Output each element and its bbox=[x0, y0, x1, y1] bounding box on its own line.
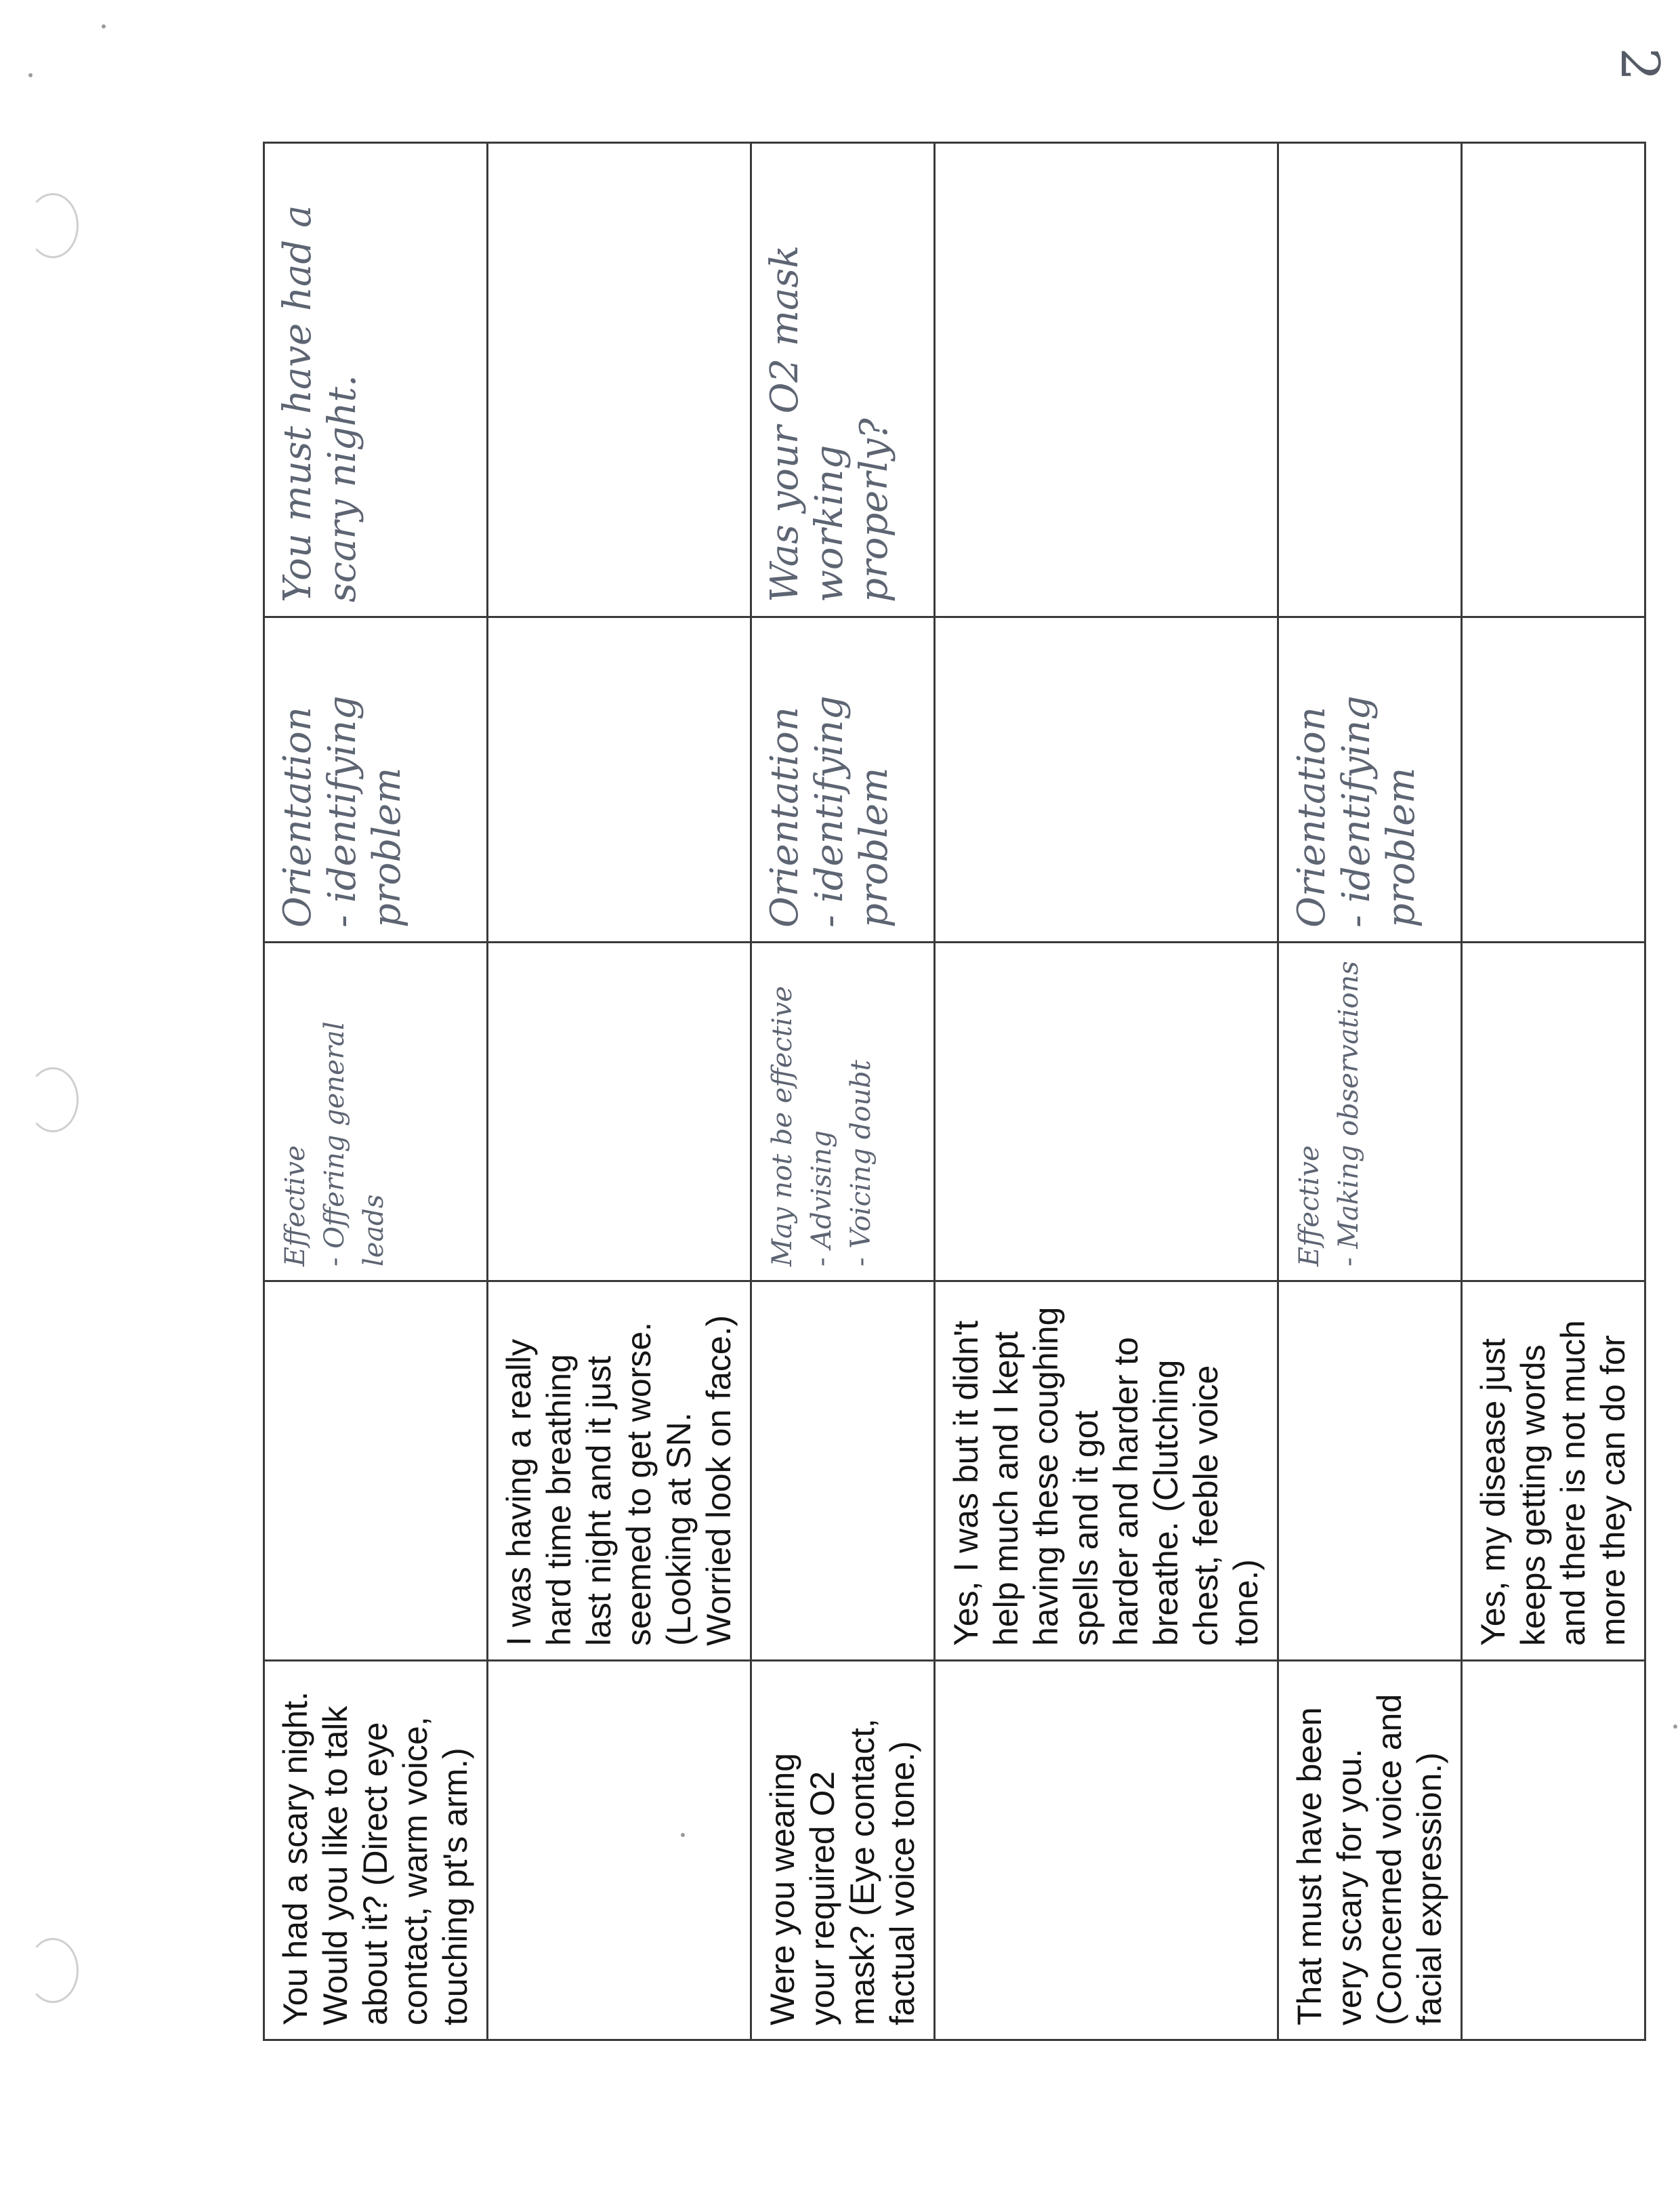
table-row bbox=[1278, 143, 1462, 2040]
nurse-statement-cell bbox=[1462, 1661, 1645, 2040]
alternative-response-cell bbox=[488, 143, 751, 617]
technique-note: May not be effective - Advising - Voicing doubt bbox=[767, 986, 877, 1266]
table-row bbox=[935, 143, 1278, 2040]
process-recording-table-area bbox=[263, 144, 1632, 2041]
technique-note: Effective - Offering general leads bbox=[280, 1021, 390, 1266]
nurse-statement-cell bbox=[264, 1661, 488, 2040]
page-number: 2 bbox=[1609, 47, 1670, 81]
phase-cell bbox=[264, 617, 488, 943]
technique-cell bbox=[264, 943, 488, 1281]
alternative-response-note: Was your O2 mask working properly? bbox=[763, 245, 896, 602]
alternative-response-cell bbox=[264, 143, 488, 617]
phase-cell bbox=[1462, 617, 1645, 943]
table-row bbox=[751, 143, 935, 2040]
nurse-statement: That must have been very scary for you. (Concerned voice and facial expression.) bbox=[1290, 1693, 1448, 2025]
phase-cell bbox=[751, 617, 935, 943]
patient-reply-cell bbox=[751, 1281, 935, 1661]
phase-cell bbox=[1278, 617, 1462, 943]
technique-cell bbox=[488, 943, 751, 1281]
nurse-statement: You had a scary night. Would you like to talk about it? (Direct eye contact, warm voice, touching pt's arm.) bbox=[276, 1691, 474, 2025]
phase-note: Orientation - identifying problem bbox=[763, 695, 896, 928]
technique-cell bbox=[935, 943, 1278, 1281]
alternative-response-note: You must have had a scary night. bbox=[276, 205, 364, 602]
technique-cell bbox=[751, 943, 935, 1281]
punch-hole-mark bbox=[27, 1067, 79, 1132]
patient-reply-cell bbox=[1278, 1281, 1462, 1661]
table-row bbox=[1462, 143, 1645, 2040]
table-row bbox=[264, 143, 488, 2040]
table-row bbox=[488, 143, 751, 2040]
patient-reply-cell bbox=[1462, 1281, 1645, 1661]
scan-speck bbox=[28, 73, 33, 77]
patient-reply: Yes, I was but it didn't help much and I kept having these coughing spells and it got harder and harder to breathe. (Clutching chest, feeble voice tone.) bbox=[947, 1306, 1265, 1646]
technique-note: Effective - Making observations bbox=[1294, 961, 1364, 1266]
nurse-statement: Were you wearing your required O2 mask? (Eye contact, factual voice tone.) bbox=[763, 1718, 921, 2025]
phase-cell bbox=[488, 617, 751, 943]
scan-speck bbox=[102, 24, 106, 28]
nurse-statement-cell bbox=[1278, 1661, 1462, 2040]
phase-cell bbox=[935, 617, 1278, 943]
technique-cell bbox=[1278, 943, 1462, 1281]
alternative-response-cell bbox=[1462, 143, 1645, 617]
nurse-statement-cell bbox=[751, 1661, 935, 2040]
scan-speck bbox=[1673, 1725, 1677, 1729]
patient-reply-cell bbox=[488, 1281, 751, 1661]
alternative-response-cell bbox=[751, 143, 935, 617]
patient-reply: Yes, my disease just keeps getting words and there is not much more they can do for bbox=[1474, 1320, 1632, 1646]
alternative-response-cell bbox=[1278, 143, 1462, 617]
patient-reply-cell bbox=[264, 1281, 488, 1661]
alternative-response-cell bbox=[935, 143, 1278, 617]
patient-reply-cell bbox=[935, 1281, 1278, 1661]
nurse-statement-cell bbox=[935, 1661, 1278, 2040]
punch-hole-mark bbox=[27, 193, 79, 258]
punch-hole-mark bbox=[27, 1938, 79, 2003]
process-recording-table bbox=[263, 142, 1646, 2041]
patient-reply: I was having a really hard time breathing last night and it just seemed to get worse. (Looking at SN. Worried look on face.) bbox=[500, 1315, 738, 1646]
phase-note: Orientation - identifying problem bbox=[276, 695, 409, 928]
technique-cell bbox=[1462, 943, 1645, 1281]
nurse-statement-cell bbox=[488, 1661, 751, 2040]
phase-note: Orientation - identifying problem bbox=[1290, 695, 1423, 928]
